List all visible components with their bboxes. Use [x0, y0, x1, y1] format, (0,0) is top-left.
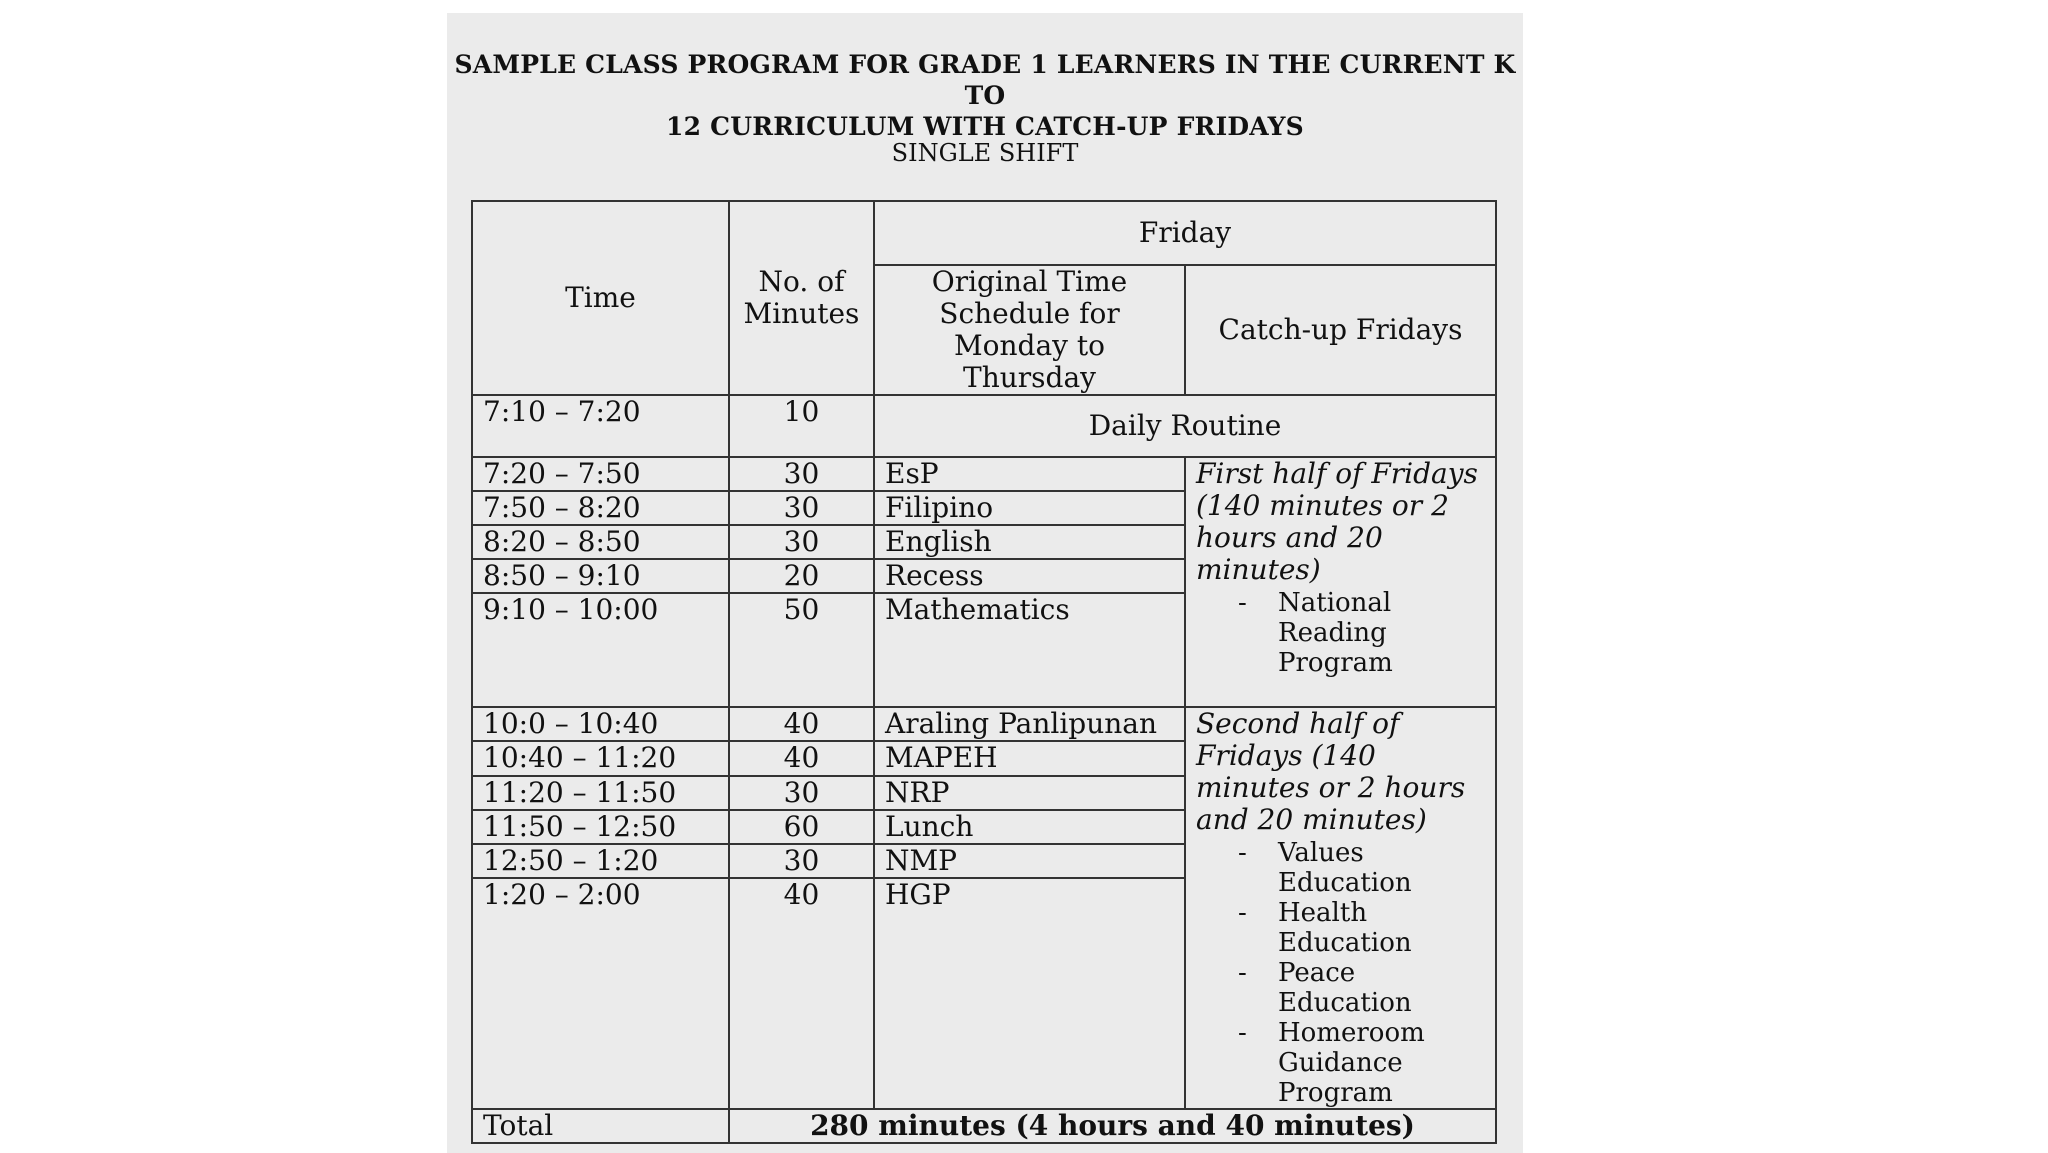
row-minutes: 30 — [729, 525, 874, 559]
row-subject: MAPEH — [874, 741, 1185, 775]
catchup-program-item: - Homeroom Guidance Program — [1196, 1018, 1485, 1108]
row-time: 1:20 – 2:00 — [472, 878, 729, 1109]
row-minutes: 30 — [729, 491, 874, 525]
row-time: 9:10 – 10:00 — [472, 593, 729, 707]
catchup-description: Second half of Fridays (140 minutes or 2 hours and 20 minutes) — [1196, 707, 1466, 836]
daily-routine-label: Daily Routine — [874, 395, 1496, 457]
row-minutes: 30 — [729, 457, 874, 491]
row-time: 10:40 – 11:20 — [472, 741, 729, 775]
row-subject: English — [874, 525, 1185, 559]
header-original-schedule: Original Time Schedule for Monday to Thursday — [874, 265, 1185, 395]
catchup-program-item: - Values Education — [1196, 838, 1485, 898]
daily-routine-minutes: 10 — [729, 395, 874, 457]
header-time: Time — [472, 201, 729, 395]
header-catchup-fridays: Catch-up Fridays — [1185, 265, 1496, 395]
row-minutes: 40 — [729, 878, 874, 1109]
catchup-program-list — [1196, 838, 1485, 1108]
catchup-description: First half of Fridays (140 minutes or 2 hours and 20 minutes) — [1196, 457, 1478, 586]
document-title — [447, 49, 1523, 142]
total-label: Total — [472, 1109, 729, 1143]
row-minutes: 40 — [729, 741, 874, 775]
table-row — [472, 707, 1496, 741]
row-subject: NRP — [874, 776, 1185, 810]
catchup-program-item: - Health Education — [1196, 898, 1485, 958]
row-time: 11:50 – 12:50 — [472, 810, 729, 844]
row-time: 8:20 – 8:50 — [472, 525, 729, 559]
row-time: 10:0 – 10:40 — [472, 707, 729, 741]
daily-routine-row — [472, 395, 1496, 457]
title-line-1: SAMPLE CLASS PROGRAM FOR GRADE 1 LEARNERS IN THE CURRENT K TO — [454, 50, 1516, 110]
row-subject: Araling Panlipunan — [874, 707, 1185, 741]
catchup-program-list — [1196, 588, 1485, 678]
table-row — [472, 457, 1496, 491]
row-minutes: 30 — [729, 776, 874, 810]
row-minutes: 50 — [729, 593, 874, 707]
row-subject: EsP — [874, 457, 1185, 491]
header-minutes: No. of Minutes — [729, 201, 874, 395]
row-minutes: 40 — [729, 707, 874, 741]
document-page — [447, 13, 1523, 1153]
row-time: 12:50 – 1:20 — [472, 844, 729, 878]
total-row — [472, 1109, 1496, 1143]
total-value: 280 minutes (4 hours and 40 minutes) — [729, 1109, 1496, 1143]
catchup-program-item: - Peace Education — [1196, 958, 1485, 1018]
row-subject: Filipino — [874, 491, 1185, 525]
header-friday: Friday — [874, 201, 1496, 265]
row-time: 11:20 – 11:50 — [472, 776, 729, 810]
catchup-program-item: - National Reading Program — [1196, 588, 1485, 678]
row-subject: Recess — [874, 559, 1185, 593]
document-subtitle: SINGLE SHIFT — [891, 139, 1079, 167]
row-subject: HGP — [874, 878, 1185, 1109]
row-time: 7:20 – 7:50 — [472, 457, 729, 491]
title-line-2: 12 CURRICULUM WITH CATCH-UP FRIDAYS — [666, 112, 1304, 141]
header-row-1 — [472, 201, 1496, 265]
row-subject: Mathematics — [874, 593, 1185, 707]
daily-routine-time: 7:10 – 7:20 — [472, 395, 729, 457]
row-subject: Lunch — [874, 810, 1185, 844]
row-subject: NMP — [874, 844, 1185, 878]
class-program-table — [471, 200, 1497, 1144]
first-catchup-cell — [1185, 457, 1496, 707]
row-minutes: 30 — [729, 844, 874, 878]
row-time: 8:50 – 9:10 — [472, 559, 729, 593]
row-minutes: 20 — [729, 559, 874, 593]
row-minutes: 60 — [729, 810, 874, 844]
second-catchup-cell — [1185, 707, 1496, 1109]
row-time: 7:50 – 8:20 — [472, 491, 729, 525]
